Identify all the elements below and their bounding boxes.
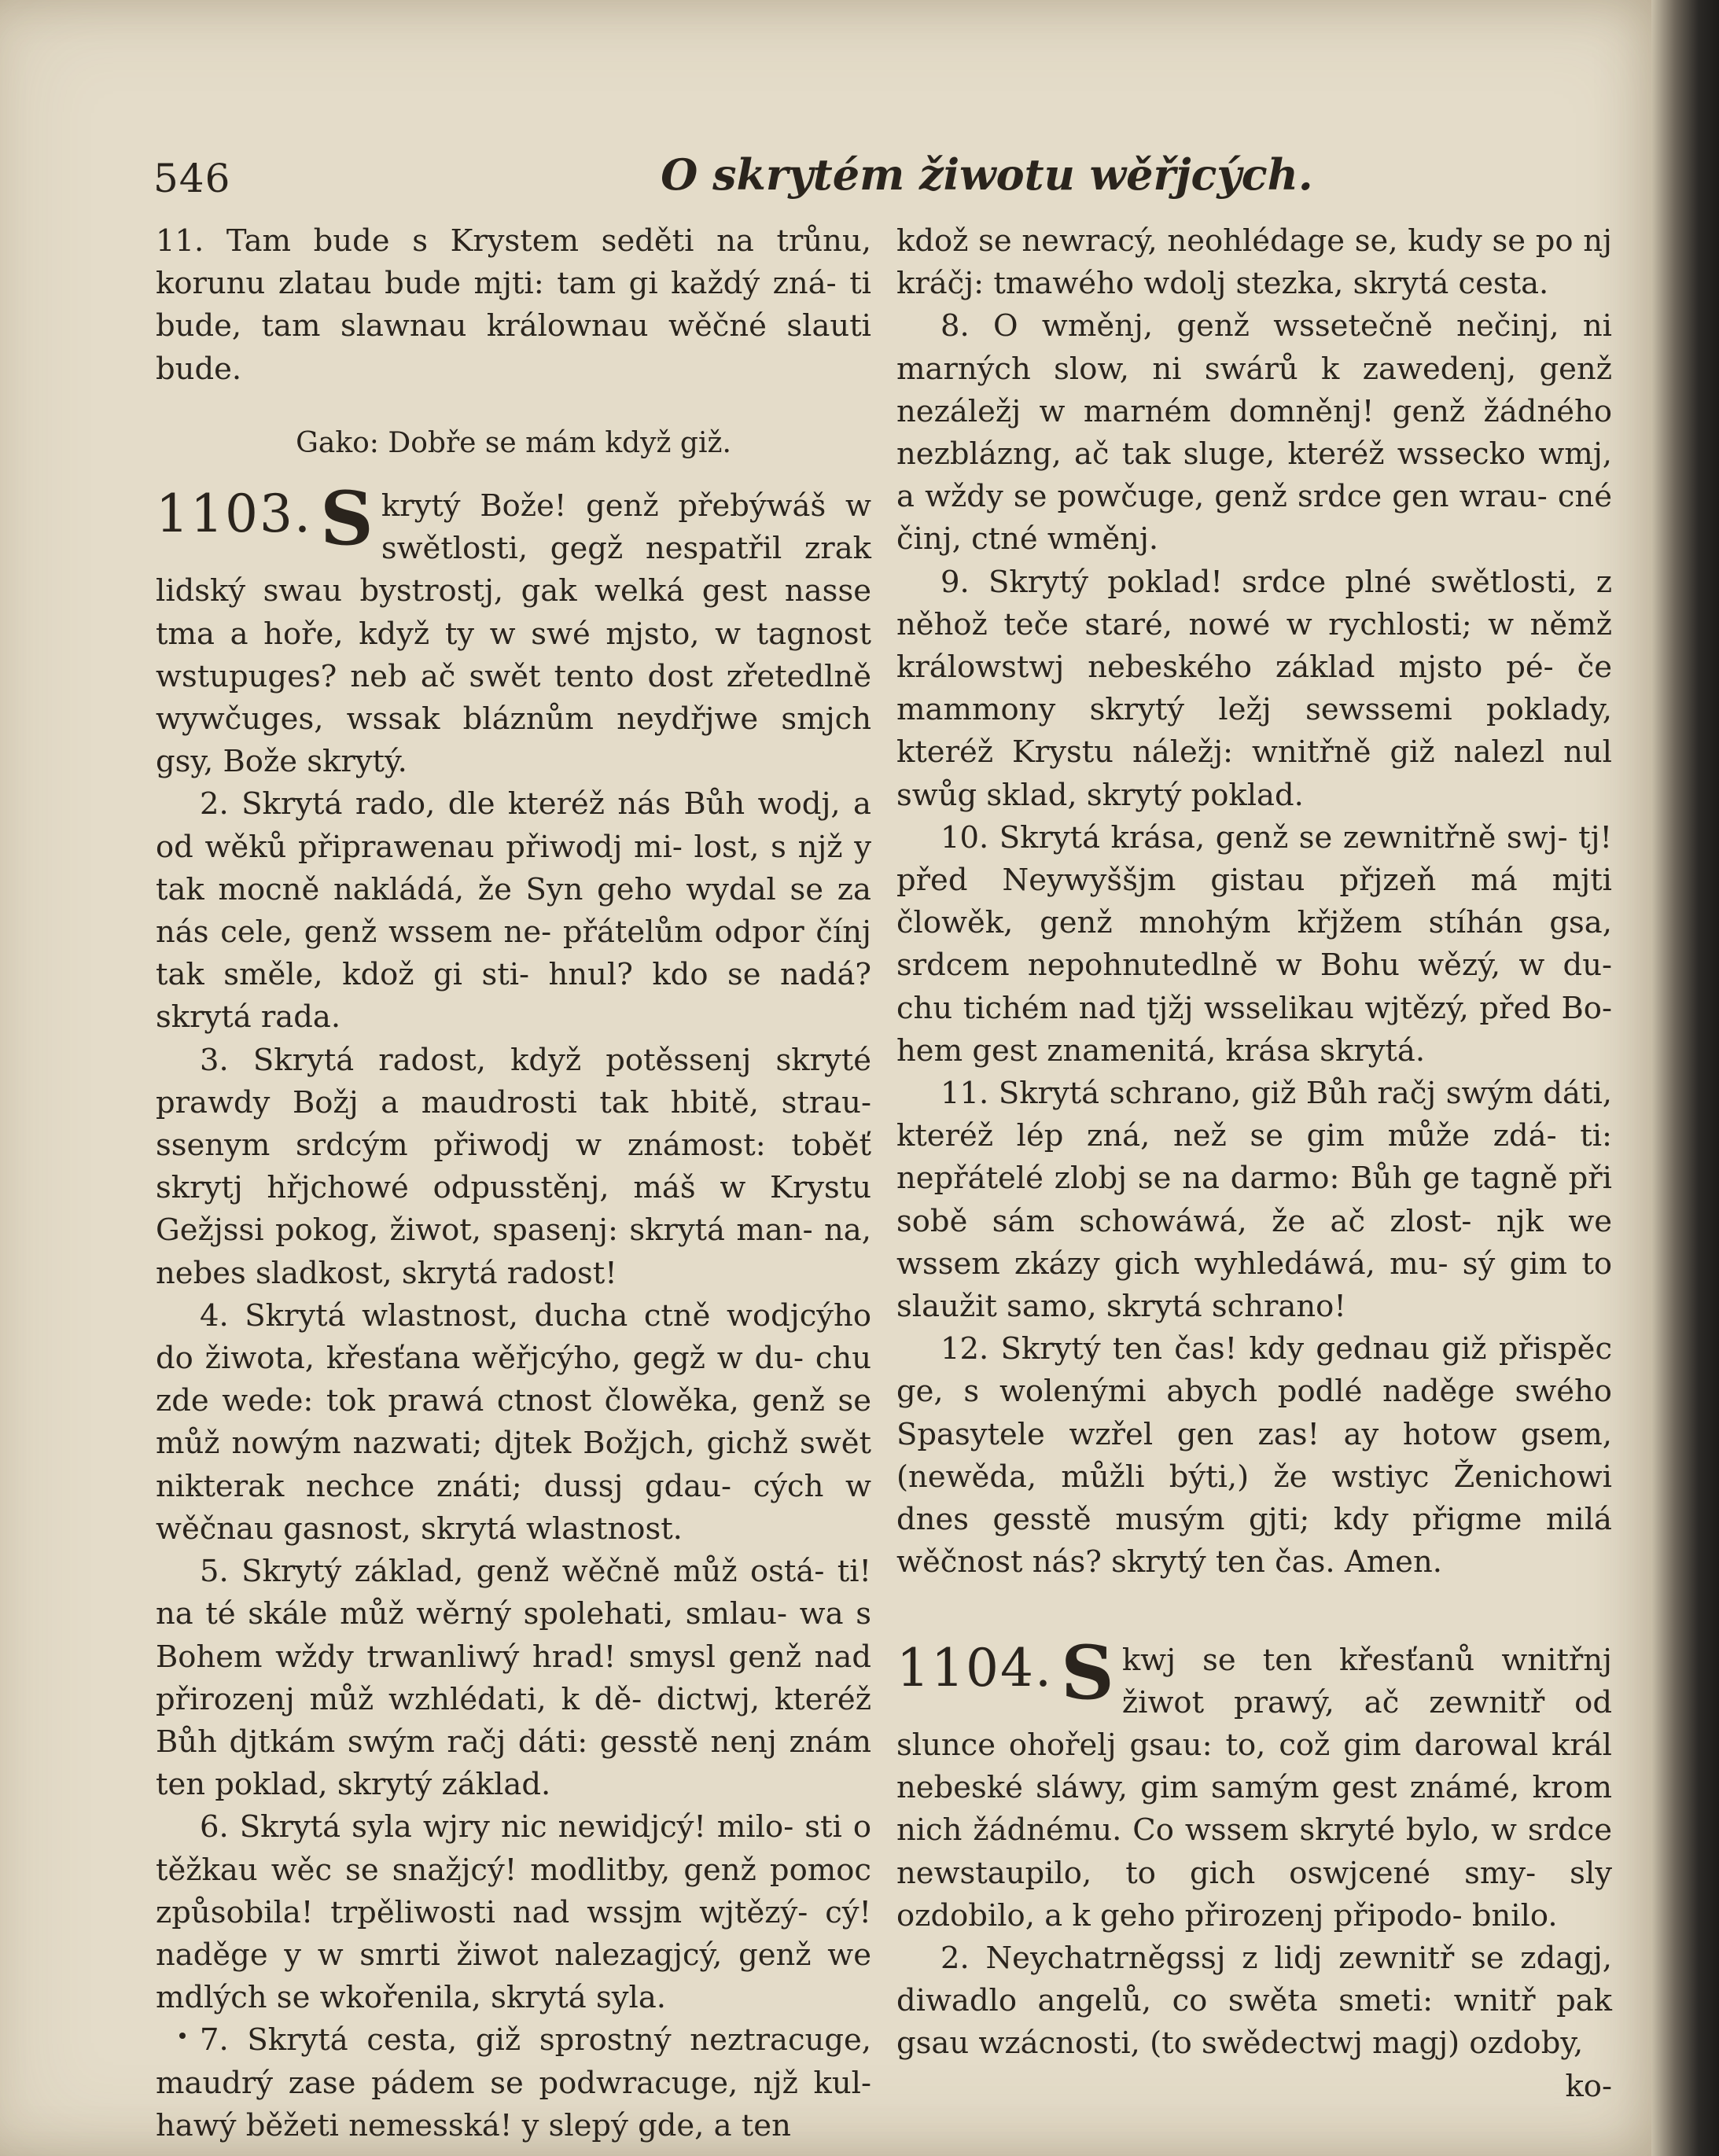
running-title: O skrytém žiwotu wěřjcých. [661, 149, 1313, 200]
stanza-7-start: 7. Skrytá cesta, giž sprostný neztracuge, maudrý zase pádem se podwracuge, njž kul- hawý běžeti nemesská! y slepý gde, a ten [156, 2022, 871, 2143]
stanza-3: 3. Skrytá radost, když potěssenj skryté prawdy Božj a maudrosti tak hbitě, strau- ssenym srdcým přiwodj w známost: toběť skrytj hřjchowé odpusstěnj, máš w Krystu Gežjssi pokog, žiwot, spasenj: skrytá man- na, nebes sladkost, skrytá radost! [156, 1042, 871, 1291]
drop-initial: S [1060, 1629, 1114, 1716]
hymn-1104-start [896, 1629, 1612, 1937]
stanza-6: 6. Skrytá syla wjry nic newidjcý! milo- sti o těžkau wěc se snažjcý! modlitby, genž pomoc způsobila! trpěliwosti nad wssjm wjtězý- cý! naděge y w smrti žiwot nalezagjcý, genž we mdlých se wkořenila, skrytá syla. [156, 1809, 871, 2016]
hymn-1104-text: kwj se ten křesťanů wnitřnj žiwot prawý, ač zewnitř od slunce ohořelj gsau: to, což gim darowal král nebeské sláwy, gim samým gest známé, krom nich žádnému. Co wssem skryté bylo, w srdce newstaupilo, to gich oswjcené smy- sly ozdobilo, a k geho přirozenj připodo- bnilo. [896, 1642, 1612, 1933]
hymn-1103-text: krytý Bože! genž přebýwáš w swětlosti, gegž nespatřil zrak lidský swau bystrostj, gak welká gest nasse tma a hoře, když ty w swé mjsto, w tagnost wstupuges? neb ač swět tento dost zřetedlně wywčuges, wssak bláznům neydřjwe smjch gsy, Bože skrytý. [156, 488, 871, 780]
stanza-4: 4. Skrytá wlastnost, ducha ctně wodjcýho do žiwota, křesťana wěřjcýho, gegž w du- chu zde wede: tok prawá ctnost člowěka, genž se můž nowým nazwati; djtek Božjch, gichž swět nikterak nechce znáti; dussj gdau- cých w wěčnau gasnost, skrytá wlastnost. [156, 1297, 871, 1547]
stanza-12: 12. Skrytý ten čas! kdy gednau giž přispěc ge, s wolenými abych podlé naděge swého Spasytele wzřel gen zas! ay hotow gsem, (newěda, můžli býti,) že wstiyc Ženichowi dnes gesstě musým gjti; kdy přigme milá wěčnost nás? skrytý ten čas. Amen. [896, 1331, 1612, 1580]
hymn-number: 1104. [896, 1637, 1053, 1698]
ink-speck [179, 2033, 186, 2039]
drop-initial: S [319, 476, 374, 563]
stanza-2-1104: 2. Neychatrněgssj z lidj zewnitř se zdagj, diwadlo angelů, co swěta smeti: wnitř pak gsau wzácnosti, (to swědectwj magj) ozdoby, [896, 1940, 1612, 2062]
page-gutter-shadow [1651, 0, 1719, 2156]
hymn-number: 1103. [156, 484, 312, 545]
left-column [156, 220, 871, 2143]
page-number: 546 [153, 156, 231, 201]
stanza-10: 10. Skrytá krása, genž se zewnitřně swj- tj! před Neywyššjm gistau přjzeň má mjti člowěk, genž mnohým křjžem stíhán gsa, srdcem nepohnutedlně w Bohu wězý, w du- chu tichém nad tjžj wsselikau wjtězý, před Bo- hem gest znamenitá, krása skrytá. [896, 819, 1612, 1069]
stanza-5: 5. Skrytý základ, genž wěčně můž ostá- ti! na té skále můž wěrný spolehati, smlau- wa s Bohem wždy trwanliwý hrad! smysl genž nad přirozenj můž wzhlédati, k dě- dictwj, kteréž Bůh djtkám swým račj dáti: gesstě nenj znám ten poklad, skrytý základ. [156, 1554, 871, 1803]
page-header [153, 149, 1616, 220]
hymn-1103-start [156, 476, 871, 783]
stanza-11: 11. Tam bude s Krystem seděti na trůnu, korunu zlatau bude mjti: tam gi každý zná- ti bude, tam slawnau králownau wěčné slauti bude. [156, 223, 871, 387]
right-column [896, 220, 1612, 2123]
stanza-2: 2. Skrytá rado, dle kteréž nás Bůh wodj, a od wěků připrawenau přiwodj mi- lost, s njž y tak mocně nakládá, že Syn geho wydal se za nás cele, genž wssem ne- přátelům odpor čínj tak směle, kdož gi sti- hnul? kdo se nadá? skrytá rada. [156, 786, 871, 1036]
stanza-8: 8. O wměnj, genž wssetečně nečinj, ni marných slow, ni swárů k zawedenj, genž nezáležj w marném domněnj! genž žádného nezblázng, ač tak sluge, kteréž wssecko wmj, a wždy se powčuge, genž srdce gen wrau- cné činj, ctné wměnj. [896, 308, 1612, 557]
stanza-9: 9. Skrytý poklad! srdce plné swětlosti, z něhož teče staré, nowé w rychlosti; w němž králowstwj nebeského základ mjsto pé- če mammony skrytý ležj sewssemi poklady, kteréž Krystu náležj: wnitřně giž nalezl nul swůg sklad, skrytý poklad. [896, 564, 1612, 813]
stanza-11-right: 11. Skrytá schrano, giž Bůh račj swým dáti, kteréž lép zná, než se gim může zdá- ti: nepřátelé zlobj se na darmo: Bůh ge tagně při sobě sám schowáwá, že ač zlost- njk we wssem zkázy gich wyhledáwá, mu- sý gim to slaužit samo, skrytá schrano! [896, 1076, 1612, 1325]
catchword: ko- [1565, 2068, 1612, 2104]
stanza-7-end: kdož se newracý, neohlédage se, kudy se po nj kráčj: tmawého wdolj stezka, skrytá cesta. [896, 223, 1612, 302]
hymn-separator [896, 1584, 1612, 1639]
melody-line: Gako: Dobře se mám když giž. [296, 426, 731, 459]
